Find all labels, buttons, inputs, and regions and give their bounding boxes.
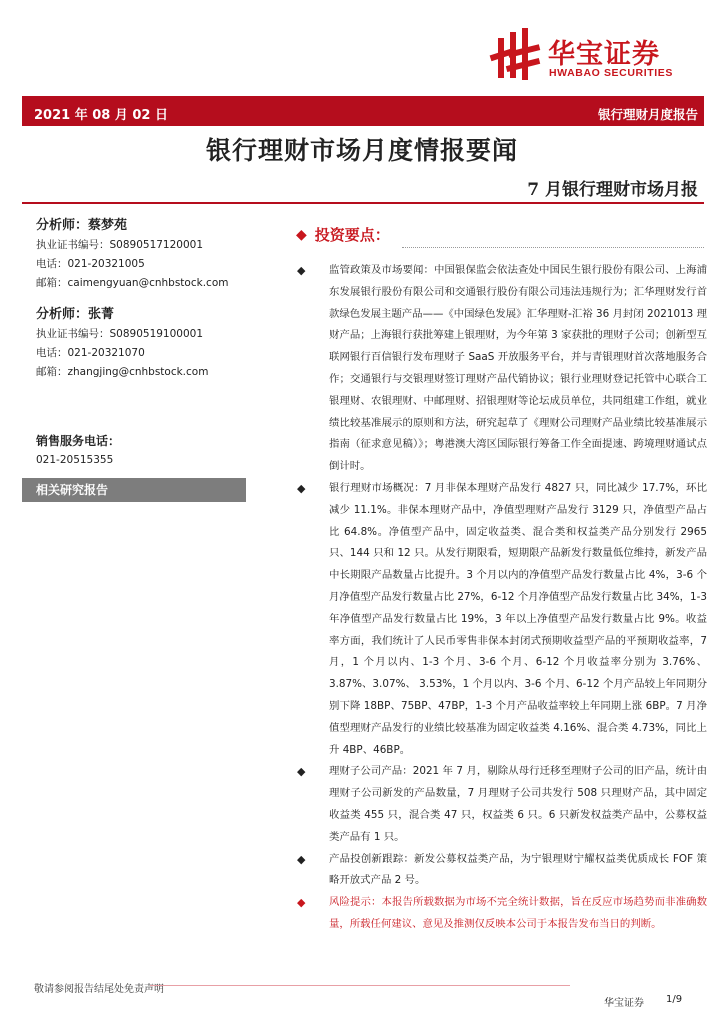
risk-warning-item [297, 892, 707, 936]
sales-service-phone: 021-20515355 [36, 454, 114, 466]
related-research-tab[interactable]: 相关研究报告 [22, 478, 246, 502]
investment-points [297, 260, 707, 936]
heading-divider [402, 247, 704, 248]
page-title: 银行理财市场月度情报要闻 [205, 136, 518, 165]
analyst-block [36, 216, 256, 293]
footer-company: 华宝证券 [604, 998, 644, 1009]
report-type-label: 银行理财月度报告 [597, 107, 698, 122]
analyst-heading [36, 305, 256, 324]
bullet-diamond-icon: ◆ [297, 852, 306, 866]
analyst-name: 张菁 [88, 307, 115, 322]
report-date: 2021 年 08 月 02 日 [34, 108, 168, 123]
analyst-license: 执业证书编号：S0890517120001 [36, 239, 204, 251]
bullet-text: 银行理财市场概况：7 月非保本理财产品发行 4827 只，同比减少 17.7%，环比减少 11.1%。非保本理财产品中，净值型理财产品发行 3129 只，净值型产品占比 64.8%。净值型产品中，固定收益类、混合类和权益类产品分别发行 2965 只、144 只和 12 只。从发行期限看，短期限产品新发行数量低位维持，新发产品中长期限产品数量占比提升。3 个月以内的净值型产品发行数量占比 4%，3-6 个月净值型产品发行数量占比 27%，6-12 个月净值型产品发行数量占比 34%，1-3 年净值型产品发行数量占比 19%，3 年以上净值型产品发行数量占比 9%。收益率方面，我们统计了人民币零售非保本封闭式预期收益型产品的平预期收益率，7 月，1 个月以内、1-3 个月、3-6 个月、6-12 个月收益率分别为 3.76%、3.87%、3.07%、 3.53%，1 个月以内、3-6 个月、6-12 个月产品较上年同期分别下降 18BP、75BP、47BP，1-3 个月产品收益率较上年同期上涨 6BP。7 月净值型理财产品发行的业绩比较基准为固定收益类 4.16%、混合类 4.73%，同比上升 4BP、46BP。 [329, 481, 707, 756]
list-item [297, 478, 707, 761]
logo-mark-icon [488, 28, 544, 82]
analyst-name: 蔡梦苑 [88, 218, 128, 233]
bullet-diamond-icon: ◆ [297, 896, 306, 910]
analyst-heading [36, 216, 256, 235]
bullet-text: 监管政策及市场要闻：中国银保监会依法查处中国民生银行股份有限公司、上海浦东发展银行股份有限公司和交通银行股份有限公司违法违规行为；汇华理财发行首款绿色发展主题产品——《中国绿色发展》汇华理财-汇裕 36 月封闭 2021013 理财产品；上海银行获批筹建上银理财，为今年第 3 家获批的理财子公司；创新型互联网银行百信银行发布理财子 SaaS 开放服务平台，并与青银理财首次落地服务合作；交通银行与交银理财签订理财产品代销协议；银行业理财登记托管中心联合工银理财、农银理财、中邮理财、招银理财等论坛成员单位，共同组建工作组，就业绩比较基准展示的原则和方法，研究起草了《理财公司理财产品业绩比较基准展示指南（征求意见稿）》；粤港澳大湾区国际银行筹备工作全面提速、跨境理财通试点倒计时。 [329, 264, 707, 473]
analyst-license: 执业证书编号：S0890519100001 [36, 328, 204, 340]
sales-service-heading: 销售服务电话： [36, 434, 121, 448]
company-logo [488, 28, 698, 82]
analyst-block [36, 305, 256, 382]
diamond-icon: ◆ [296, 226, 307, 243]
analyst-panel [36, 216, 256, 470]
page-subtitle: 7 月银行理财市场月报 [527, 180, 698, 200]
analyst-phone: 电话：021-20321070 [36, 347, 145, 359]
page-number: 1/9 [666, 994, 683, 1005]
title-divider [22, 202, 704, 204]
logo-english-name: HWABAO SECURITIES [549, 67, 673, 79]
analyst-label: 分析师： [36, 307, 89, 322]
investment-heading: 投资要点： [314, 226, 390, 244]
analyst-email[interactable]: 邮箱：caimengyuan@cnhbstock.com [36, 277, 229, 289]
list-item [297, 849, 707, 893]
investment-heading-row [296, 224, 708, 245]
analyst-phone: 电话：021-20321005 [36, 258, 145, 270]
analyst-label: 分析师： [36, 218, 89, 233]
bullet-text: 理财子公司产品：2021 年 7 月，剔除从母行迁移至理财子公司的旧产品，统计由理财子公司新发的产品数量，7 月理财子公司共发行 508 只理财产品，其中固定收益类 455 只，混合类 47 只，权益类 6 只。6 只新发权益类产品中，公募权益类产品有 1 只。 [329, 765, 707, 843]
logo-chinese-name: 华宝证券 [548, 39, 660, 70]
risk-warning-text: 风险提示：本报告所载数据为市场不完全统计数据，旨在反应市场趋势而非准确数量，所载任何建议、意见及推测仅反映本公司于本报告发布当日的判断。 [329, 896, 707, 930]
list-item [297, 761, 707, 848]
disclaimer-note: 敬请参阅报告结尾处免责声明 [34, 984, 164, 995]
bullet-diamond-icon: ◆ [297, 481, 306, 495]
analyst-email[interactable]: 邮箱：zhangjing@cnhbstock.com [36, 366, 209, 378]
bullet-text: 产品投创新跟踪：新发公募权益类产品，为宁银理财宁耀权益类优质成长 FOF 策略开放式产品 2 号。 [329, 852, 707, 887]
bullet-diamond-icon: ◆ [297, 765, 306, 779]
bullet-diamond-icon: ◆ [297, 264, 306, 277]
list-item [297, 260, 707, 478]
footer-divider [150, 985, 570, 986]
